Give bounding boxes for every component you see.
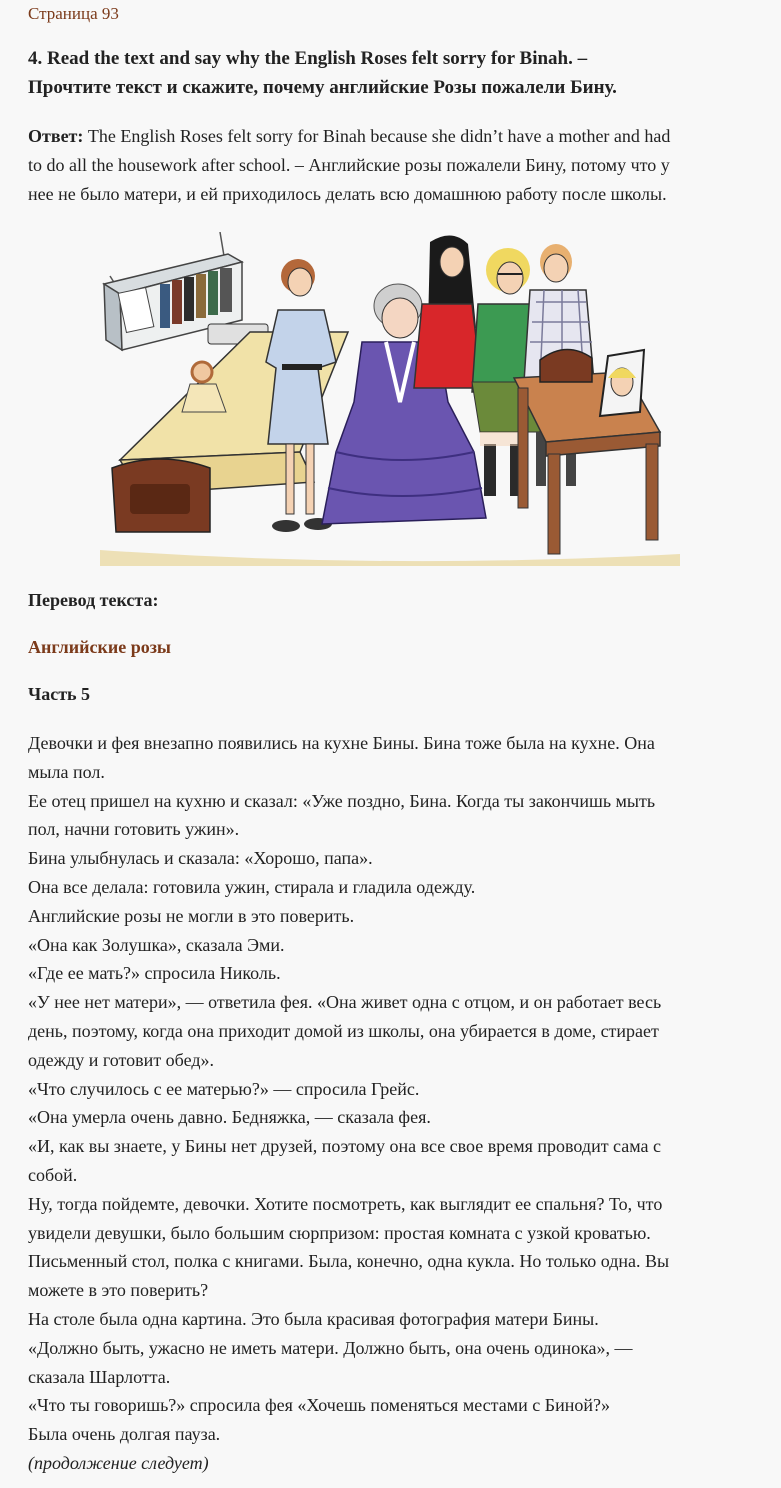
- story-line: Бина улыбнулась и сказала: «Хорошо, папа».: [28, 848, 373, 869]
- floor-shadow: [100, 550, 680, 566]
- story-line: «И, как вы знаете, у Бины нет друзей, поэтому она все свое время проводит сама с: [28, 1136, 662, 1157]
- answer-paragraph: [28, 122, 758, 209]
- story-line: мыла пол.: [28, 761, 105, 782]
- story-line: «У нее нет матери», — ответила фея. «Она живет одна с отцом, и он работает весь: [28, 992, 662, 1013]
- task-line-english: 4. Read the text and say why the English Roses felt sorry for Binah. –: [28, 48, 588, 69]
- story-line: «Она как Золушка», сказала Эми.: [28, 934, 285, 955]
- to-be-continued: (продолжение следует): [28, 1452, 209, 1473]
- story-line: «Должно быть, ужасно не иметь матери. Должно быть, она очень одинока», —: [28, 1337, 633, 1358]
- part-label: Часть 5: [28, 684, 91, 704]
- story-line: На столе была одна картина. Это была красивая фотография матери Бины.: [28, 1308, 599, 1329]
- story-line: Письменный стол, полка с книгами. Была, конечно, одна кукла. Но только одна. Вы: [28, 1251, 670, 1272]
- story-line: день, поэтому, когда она приходит домой из школы, она убирается в доме, стирает: [28, 1020, 659, 1041]
- story-line: можете в это поверить?: [28, 1280, 209, 1301]
- story-line: собой.: [28, 1164, 78, 1185]
- story-line: увидели девушки, было большим сюрпризом: простая комната с узкой кроватью.: [28, 1222, 651, 1243]
- page-number: Страница 93: [28, 4, 119, 23]
- task-line-russian: Прочтите текст и скажите, почему английские Розы пожалели Бину.: [28, 77, 617, 98]
- illustration-binah-bedroom: [100, 232, 682, 566]
- answer-text-2: to do all the housework after school. – Английские розы пожалели Бину, потому что у: [28, 155, 670, 175]
- story-line: Английские розы не могли в это поверить.: [28, 905, 355, 926]
- story-title: Английские розы: [28, 637, 171, 657]
- story-line: сказала Шарлотта.: [28, 1366, 171, 1387]
- answer-label: Ответ:: [28, 126, 84, 146]
- story-line: Была очень долгая пауза.: [28, 1424, 221, 1445]
- girl-red-sweater: [414, 235, 482, 388]
- story-line: Ее отец пришел на кухню и сказал: «Уже поздно, Бина. Когда ты закончишь мыть: [28, 790, 656, 811]
- story-line: «Она умерла очень давно. Бедняжка, — сказала фея.: [28, 1107, 431, 1128]
- task-heading: [28, 44, 758, 102]
- story-line: «Что случилось с ее матерью?» — спросила Грейс.: [28, 1078, 420, 1099]
- story-line: Ну, тогда пойдемте, девочки. Хотите посмотреть, как выглядит ее спальня? То, что: [28, 1193, 663, 1214]
- framed-photo: [600, 350, 644, 416]
- story-line: «Где ее мать?» спросила Николь.: [28, 963, 281, 984]
- girl-blue-dress: [266, 259, 336, 532]
- story-line: пол, начни готовить ужин».: [28, 819, 240, 840]
- translation-heading: Перевод текста:: [28, 590, 159, 610]
- answer-text-1: The English Roses felt sorry for Binah because she didn’t have a mother and had: [83, 126, 671, 146]
- story-line: одежду и готовит обед».: [28, 1049, 215, 1070]
- story-line: «Что ты говоришь?» спросила фея «Хочешь поменяться местами с Биной?»: [28, 1395, 610, 1416]
- answer-text-3: нее не было матери, и ей приходилось делать всю домашнюю работу после школы.: [28, 184, 667, 204]
- story-line: Девочки и фея внезапно появились на кухне Бины. Бина тоже была на кухне. Она: [28, 733, 655, 753]
- story-line: Она все делала: готовила ужин, стирала и гладила одежду.: [28, 876, 476, 897]
- story-text: [28, 729, 758, 1478]
